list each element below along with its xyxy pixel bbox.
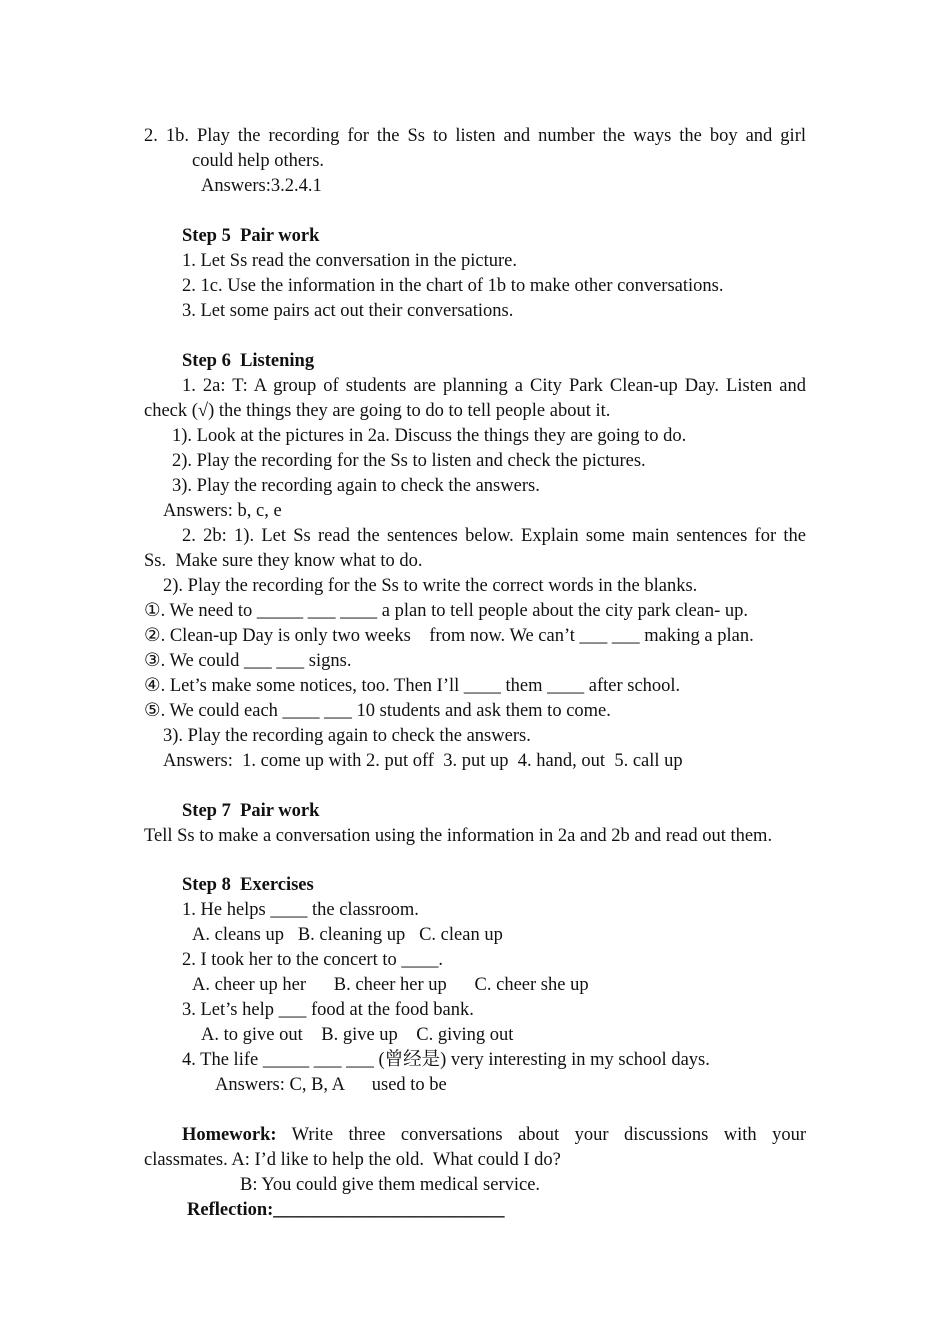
step5-heading: Step 5 Pair work — [182, 226, 320, 246]
step7-heading: Step 7 Pair work — [182, 801, 320, 821]
exercise-answers: Answers: C, B, A used to be — [215, 1075, 447, 1095]
homework-text: Write three conversations about your discussions with your — [276, 1125, 806, 1145]
blank-sentence: ①. We need to _____ ___ ____ a plan to tell people about the city park clean- up. — [144, 601, 749, 621]
reflection-blank: _________________________ — [273, 1200, 505, 1220]
exercise-question: 3. Let’s help ___ food at the food bank. — [182, 1000, 474, 1020]
step6-2a-sub: 1). Look at the pictures in 2a. Discuss the things they are going to do. — [172, 426, 687, 446]
blank-sentence: ②. Clean-up Day is only two weeks from now. We can’t ___ ___ making a plan. — [144, 626, 754, 646]
step6-2b-sub: 2). Play the recording for the Ss to write the correct words in the blanks. — [163, 576, 698, 596]
blank-sentence: ③. We could ___ ___ signs. — [144, 651, 352, 671]
exercise-question: 1. He helps ____ the classroom. — [182, 900, 419, 920]
step5-item: 1. Let Ss read the conversation in the picture. — [182, 251, 517, 271]
step6-heading: Step 6 Listening — [182, 351, 315, 371]
step6-2b-answers: Answers: 1. come up with 2. put off 3. put up 4. hand, out 5. call up — [163, 751, 683, 771]
step5-item: 3. Let some pairs act out their conversations. — [182, 301, 514, 321]
reflection-line — [187, 1198, 505, 1223]
step6-2a-line: 1. 2a: T: A group of students are planning a City Park Clean-up Day. Listen and — [182, 376, 806, 396]
step6-2a-sub: 2). Play the recording for the Ss to listen and check the pictures. — [172, 451, 646, 471]
step6-2a-line-cont: check (√) the things they are going to do to tell people about it. — [144, 401, 611, 421]
exercise-question: 2. I took her to the concert to ____. — [182, 950, 443, 970]
blank-sentence: ⑤. We could each ____ ___ 10 students and ask them to come. — [144, 701, 611, 721]
homework-line3: B: You could give them medical service. — [240, 1175, 541, 1195]
homework-line2: classmates. A: I’d like to help the old. What could I do? — [144, 1150, 561, 1170]
exercise-question: 4. The life _____ ___ ___ (曾经是) very interesting in my school days. — [182, 1050, 710, 1070]
blank-sentence: ④. Let’s make some notices, too. Then I’ll ____ them ____ after school. — [144, 676, 681, 696]
step6-2a-answers: Answers: b, c, e — [163, 501, 282, 521]
step6-2b-line-cont: Ss. Make sure they know what to do. — [144, 551, 423, 571]
homework-line1 — [182, 1123, 806, 1148]
exercise-options: A. cheer up her B. cheer her up C. cheer she up — [192, 975, 589, 995]
step6-2b-sub: 3). Play the recording again to check the answers. — [163, 726, 531, 746]
section-1b-line2: could help others. — [192, 151, 325, 171]
step6-2a-sub: 3). Play the recording again to check the answers. — [172, 476, 540, 496]
step5-item: 2. 1c. Use the information in the chart of 1b to make other conversations. — [182, 276, 724, 296]
section-1b-answers: Answers:3.2.4.1 — [201, 176, 322, 196]
exercise-options: A. cleans up B. cleaning up C. clean up — [192, 925, 503, 945]
step8-heading: Step 8 Exercises — [182, 875, 314, 895]
homework-label: Homework: — [182, 1125, 277, 1145]
step7-text: Tell Ss to make a conversation using the information in 2a and 2b and read out them. — [144, 826, 773, 846]
reflection-label: Reflection: — [187, 1200, 274, 1220]
section-1b-line1: 2. 1b. Play the recording for the Ss to listen and number the ways the boy and girl — [144, 126, 806, 146]
step6-2b-line: 2. 2b: 1). Let Ss read the sentences below. Explain some main sentences for the — [182, 526, 806, 546]
exercise-options: A. to give out B. give up C. giving out — [201, 1025, 514, 1045]
